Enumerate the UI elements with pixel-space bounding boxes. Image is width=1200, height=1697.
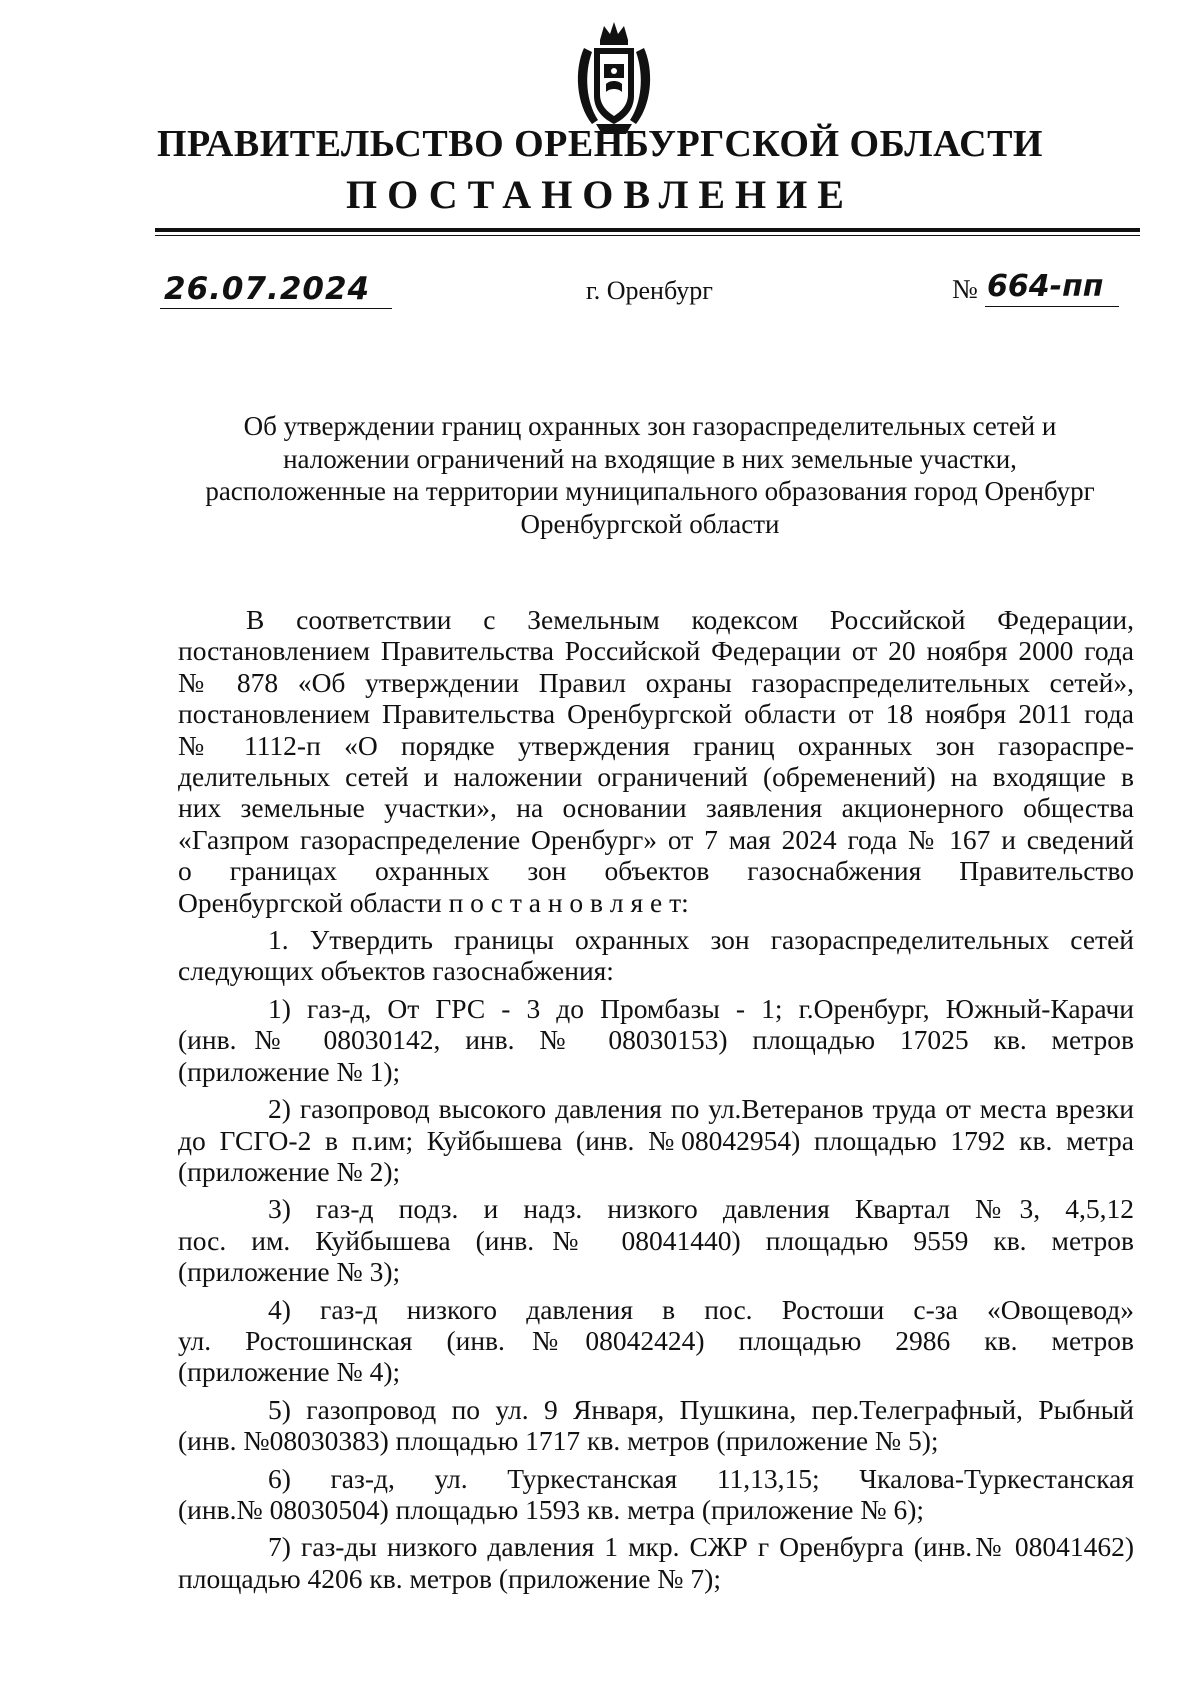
list-item — [178, 1394, 1134, 1457]
body-line: (инв.№ 08030142, инв. № 08030153) площадью 17025 кв. метров — [178, 1024, 1134, 1056]
body-line: постановлением Правительства Российской Федерации от 20 ноября 2000 года — [178, 635, 1134, 667]
body-line: 1. Утвердить границы охранных зон газораспределительных сетей — [268, 924, 1134, 956]
point-1-paragraph — [178, 924, 1134, 987]
body-line: № 878 «Об утверждении Правил охраны газораспределительных сетей», — [178, 666, 1134, 698]
body-line: № 1112-п «О порядке утверждения границ охранных зон газораспре- — [178, 729, 1134, 761]
coat-of-arms-emblem — [570, 20, 658, 138]
list-item — [178, 993, 1134, 1087]
body-line: пос. им. Куйбышева (инв.№ 08041440) площадью 9559 кв. метров — [178, 1224, 1134, 1256]
body-line: 7) газ-ды низкого давления 1 мкр. СЖР г Оренбурга (инв.№ 08041462) — [268, 1531, 1134, 1563]
document-date: 26.07.2024 — [160, 270, 392, 309]
body-line: (приложение № 1); — [178, 1055, 401, 1087]
list-item — [178, 1093, 1134, 1187]
body-line: «Газпром газораспределение Оренбург» от 7 мая 2024 года № 167 и сведений — [178, 823, 1134, 855]
header-divider-thin — [155, 235, 1140, 236]
body-line: (приложение № 2); — [178, 1155, 401, 1187]
title-line: Об утверждении границ охранных зон газораспределительных сетей и — [243, 411, 1057, 441]
body-line: о границах охранных зон объектов газоснабжения Правительство — [178, 855, 1134, 887]
body-line: постановлением Правительства Оренбургской области от 18 ноября 2011 года — [178, 698, 1134, 730]
body-line: (приложение № 4); — [178, 1356, 401, 1388]
document-body — [178, 604, 1134, 1600]
body-line: В соответствии с Земельным кодексом Российской Федерации, — [246, 604, 1134, 635]
body-line: делительных сетей и наложении ограничений (обременений) на входящие в — [178, 761, 1134, 793]
list-item — [178, 1463, 1134, 1526]
body-line: 3) газ-д подз. и надз. низкого давления Квартал №3, 4,5,12 — [268, 1193, 1134, 1225]
organization-name: ПРАВИТЕЛЬСТВО ОРЕНБУРГСКОЙ ОБЛАСТИ — [157, 123, 1043, 165]
document-number: 664-пп — [985, 268, 1119, 307]
body-line: (инв.№ 08030504) площадью 1593 кв. метра (приложение № 6); — [178, 1493, 925, 1525]
body-line: них земельные участки», на основании заявления акционерного общества — [178, 792, 1134, 824]
list-item — [178, 1193, 1134, 1287]
body-line: 5) газопровод по ул. 9 Января, Пушкина, пер.Телеграфный, Рыбный — [268, 1393, 1134, 1425]
body-line: следующих объектов газоснабжения: — [178, 955, 614, 987]
body-line: (приложение № 3); — [178, 1256, 401, 1288]
body-line: ул. Ростошинская (инв.№08042424) площадью 2986 кв. метров — [178, 1324, 1134, 1356]
body-line: 2) газопровод высокого давления по ул.Ветеранов труда от места врезки — [268, 1093, 1134, 1125]
preamble-paragraph — [178, 604, 1134, 918]
document-city: г. Оренбург — [586, 276, 713, 305]
body-line: 1) газ-д, От ГРС - 3 до Промбазы - 1; г.Оренбург, Южный-Карачи — [268, 992, 1134, 1024]
document-number-label: № — [952, 274, 978, 304]
list-item — [178, 1531, 1134, 1594]
body-line: до ГСГО-2 в п.им; Куйбышева (инв. №08042954) площадью 1792 кв. метра — [178, 1124, 1134, 1156]
title-line: Оренбургской области — [520, 508, 780, 539]
title-line: наложении ограничений на входящие в них земельные участки, — [283, 443, 1017, 474]
body-line: Оренбургской области п о с т а н о в л я е т: — [178, 886, 689, 918]
body-line: площадью 4206 кв. метров (приложение № 7); — [178, 1562, 721, 1594]
document-title — [170, 410, 1130, 540]
body-line: 6) газ-д, ул. Туркестанская 11,13,15; Чкалова-Туркестанская — [268, 1462, 1134, 1494]
body-line: 4) газ-д низкого давления в пос. Ростоши с-за «Овощевод» — [268, 1293, 1134, 1325]
document-type: ПОСТАНОВЛЕНИЕ — [346, 172, 854, 217]
body-line: (инв. №08030383) площадью 1717 кв. метров (приложение № 5); — [178, 1425, 939, 1457]
list-item — [178, 1294, 1134, 1388]
title-line: расположенные на территории муниципального образования город Оренбург — [205, 476, 1095, 506]
header-divider-thick — [155, 228, 1140, 232]
